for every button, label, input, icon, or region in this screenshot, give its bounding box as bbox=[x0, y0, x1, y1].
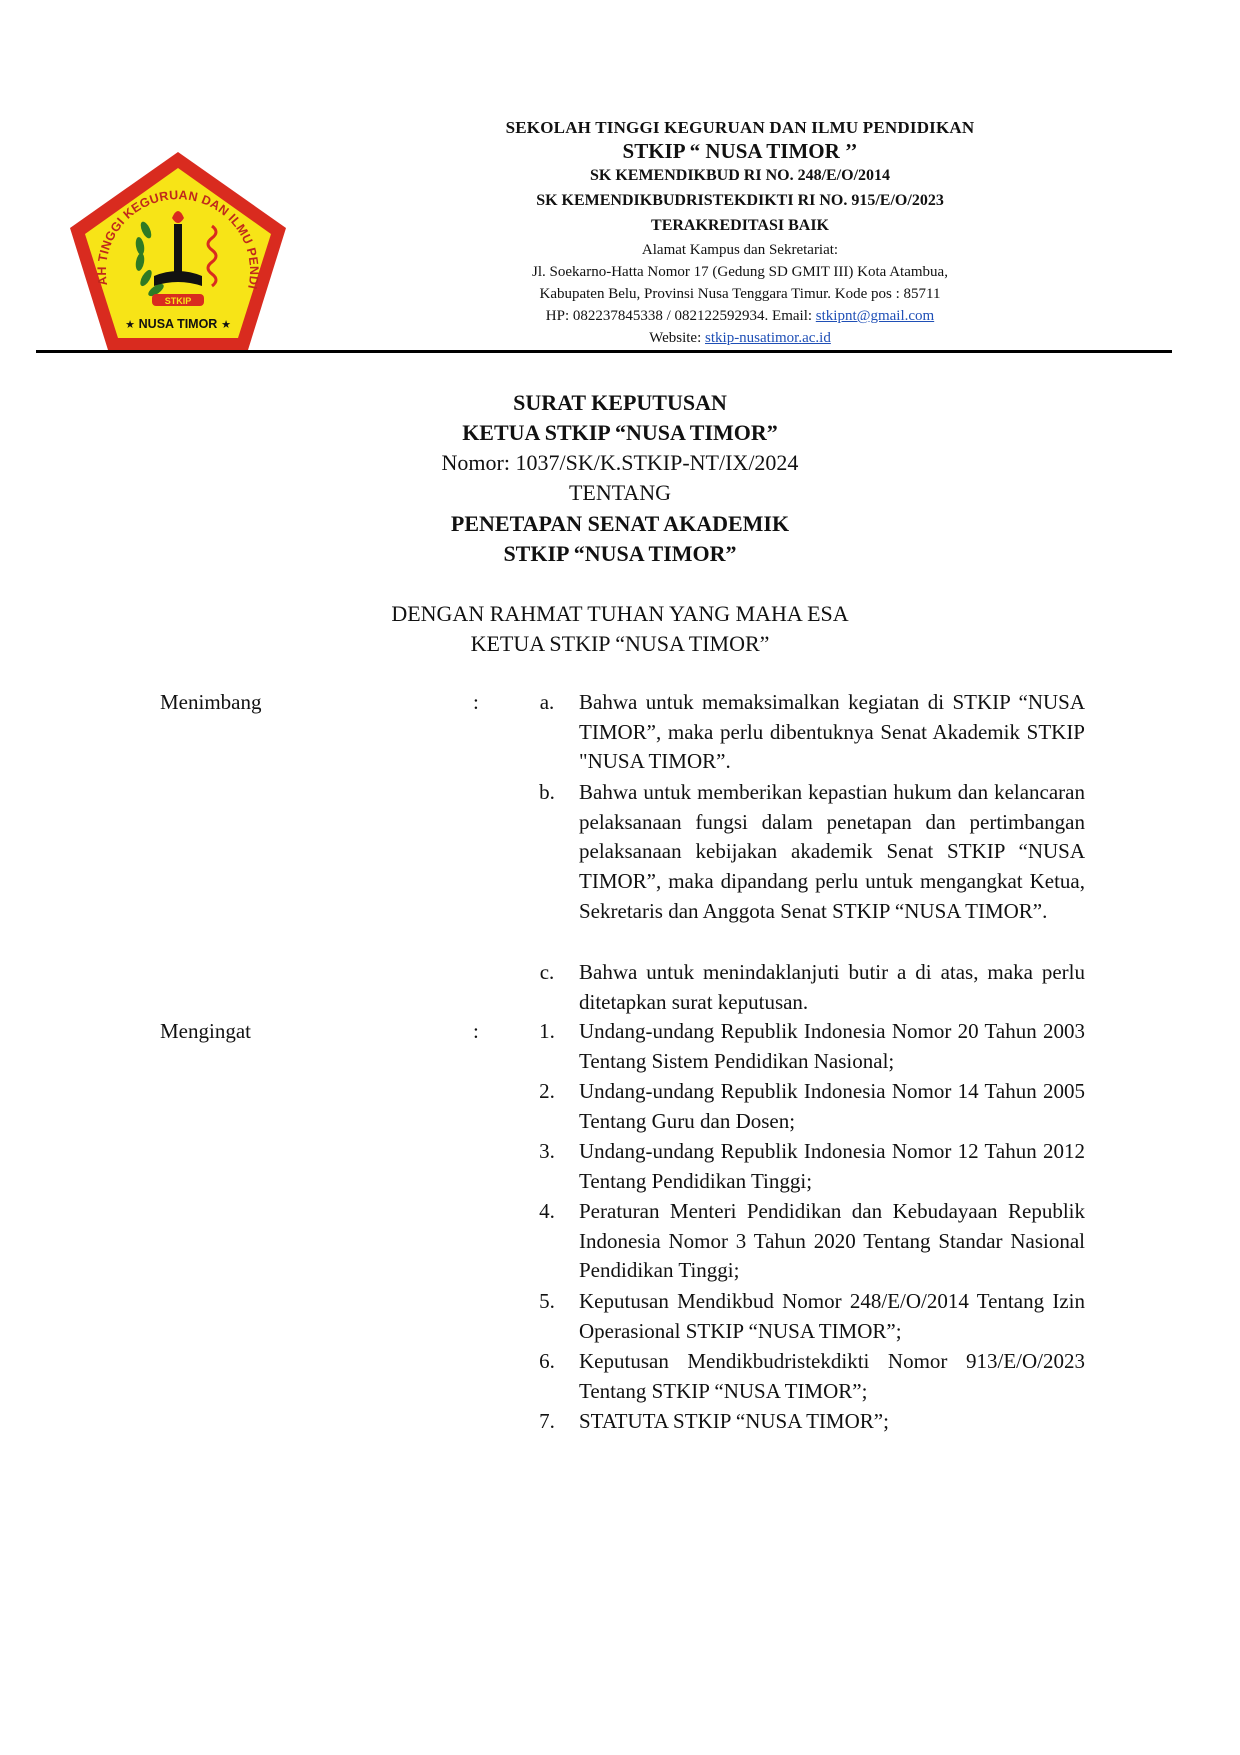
letterhead-divider bbox=[36, 350, 1172, 353]
institution-logo bbox=[66, 148, 290, 358]
list-marker: 3. bbox=[539, 1139, 555, 1163]
contact-line bbox=[430, 308, 1050, 325]
list-marker: a. bbox=[539, 690, 555, 714]
letterhead-accreditation: TERAKREDITASI BAIK bbox=[651, 217, 829, 234]
letterhead-decree-1: SK KEMENDIKBUD RI NO. 248/E/O/2014 bbox=[589, 167, 891, 184]
list-text: Keputusan Mendikbudristekdikti Nomor 913/E/O/2023 Tentang STKIP “NUSA TIMOR”; bbox=[579, 1349, 1085, 1403]
decree-issuer: KETUA STKIP “NUSA TIMOR” bbox=[462, 420, 778, 445]
star-icon: ★ bbox=[221, 319, 231, 331]
decree-subject-2: STKIP “NUSA TIMOR” bbox=[503, 541, 737, 566]
website-link[interactable]: stkip-nusatimor.ac.id bbox=[705, 330, 831, 346]
list-text: STATUTA STKIP “NUSA TIMOR”; bbox=[579, 1409, 889, 1433]
logo-badge-text: STKIP bbox=[164, 296, 192, 306]
list-text: Bahwa untuk menindaklanjuti butir a di atas, maka perlu ditetapkan surat keputusan. bbox=[579, 960, 1085, 1014]
list-item bbox=[533, 1197, 1085, 1286]
logo-ring-text: AH TINGGI KEGURUAN DAN ILMU PENDI bbox=[94, 188, 262, 291]
address-line-1: Jl. Soekarno-Hatta Nomor 17 (Gedung SD GMIT III) Kota Atambua, bbox=[532, 264, 948, 280]
list-text: Undang-undang Republik Indonesia Nomor 14 Tahun 2005 Tentang Guru dan Dosen; bbox=[579, 1079, 1085, 1133]
website-line bbox=[430, 330, 1050, 347]
menimbang-colon: : bbox=[473, 690, 479, 714]
list-item bbox=[533, 958, 1085, 1017]
list-item bbox=[533, 1287, 1085, 1346]
address-label: Alamat Kampus dan Sekretariat: bbox=[641, 242, 839, 258]
star-icon: ★ bbox=[125, 319, 135, 331]
website-label: Website: bbox=[649, 330, 706, 346]
logo-bottom-text: NUSA TIMOR bbox=[138, 317, 218, 331]
list-text: Keputusan Mendikbud Nomor 248/E/O/2014 Tentang Izin Operasional STKIP “NUSA TIMOR”; bbox=[579, 1289, 1085, 1343]
pentagon-emblem-icon bbox=[66, 148, 290, 358]
list-text: Undang-undang Republik Indonesia Nomor 20 Tahun 2003 Tentang Sistem Pendidikan Nasional; bbox=[579, 1019, 1085, 1073]
list-item bbox=[533, 1137, 1085, 1196]
mengingat-colon: : bbox=[473, 1019, 479, 1043]
decree-subject-1: PENETAPAN SENAT AKADEMIK bbox=[450, 511, 790, 536]
decree-number: Nomor: 1037/SK/K.STKIP-NT/IX/2024 bbox=[441, 450, 799, 475]
list-marker: 5. bbox=[539, 1289, 555, 1313]
list-item bbox=[533, 1407, 1085, 1437]
mengingat-label: Mengingat bbox=[160, 1019, 251, 1043]
list-marker: 2. bbox=[539, 1079, 555, 1103]
list-marker: 1. bbox=[539, 1019, 555, 1043]
contact-phones: HP: 082237845338 / 082122592934. Email: bbox=[545, 308, 816, 324]
letterhead-decree-2: SK KEMENDIKBUDRISTEKDIKTI RI NO. 915/E/O/2023 bbox=[536, 192, 944, 209]
menimbang-label: Menimbang bbox=[160, 690, 262, 714]
list-text: Bahwa untuk memberikan kepastian hukum dan kelancaran pelaksanaan fungsi dalam penetapan dan pertimbangan pelaksanaan kebijakan akademik Senat STKIP “NUSA TIMOR”, maka dipandang perlu untuk mengangkat Ketua, Sekretaris dan Anggota Senat STKIP “NUSA TIMOR”. bbox=[579, 780, 1085, 923]
list-marker: b. bbox=[539, 780, 555, 804]
list-item bbox=[533, 1077, 1085, 1136]
list-item bbox=[533, 1347, 1085, 1406]
decree-title: SURAT KEPUTUSAN bbox=[513, 390, 727, 415]
list-item bbox=[533, 688, 1085, 777]
email-link[interactable]: stkipnt@gmail.com bbox=[815, 308, 935, 324]
list-marker: c. bbox=[539, 960, 555, 984]
list-item bbox=[533, 1017, 1085, 1076]
address-line-2: Kabupaten Belu, Provinsi Nusa Tenggara Timur. Kode pos : 85711 bbox=[539, 286, 941, 302]
list-marker: 7. bbox=[539, 1409, 555, 1433]
list-marker: 6. bbox=[539, 1349, 555, 1373]
list-text: Undang-undang Republik Indonesia Nomor 12 Tahun 2012 Tentang Pendidikan Tinggi; bbox=[579, 1139, 1085, 1193]
list-item bbox=[533, 778, 1085, 927]
list-marker: 4. bbox=[539, 1199, 555, 1223]
greeting-line-2: KETUA STKIP “NUSA TIMOR” bbox=[470, 631, 770, 656]
letterhead-short-name: STKIP “ NUSA TIMOR ’’ bbox=[622, 139, 858, 163]
list-text: Peraturan Menteri Pendidikan dan Kebudayaan Republik Indonesia Nomor 3 Tahun 2020 Tentang Standar Nasional Pendidikan Tinggi; bbox=[579, 1199, 1085, 1283]
decree-about: TENTANG bbox=[568, 480, 672, 505]
greeting-line-1: DENGAN RAHMAT TUHAN YANG MAHA ESA bbox=[391, 601, 849, 626]
list-text: Bahwa untuk memaksimalkan kegiatan di STKIP “NUSA TIMOR”, maka perlu dibentuknya Senat Akademik STKIP "NUSA TIMOR”. bbox=[579, 690, 1085, 774]
letterhead-institution: SEKOLAH TINGGI KEGURUAN DAN ILMU PENDIDIKAN bbox=[505, 118, 975, 137]
